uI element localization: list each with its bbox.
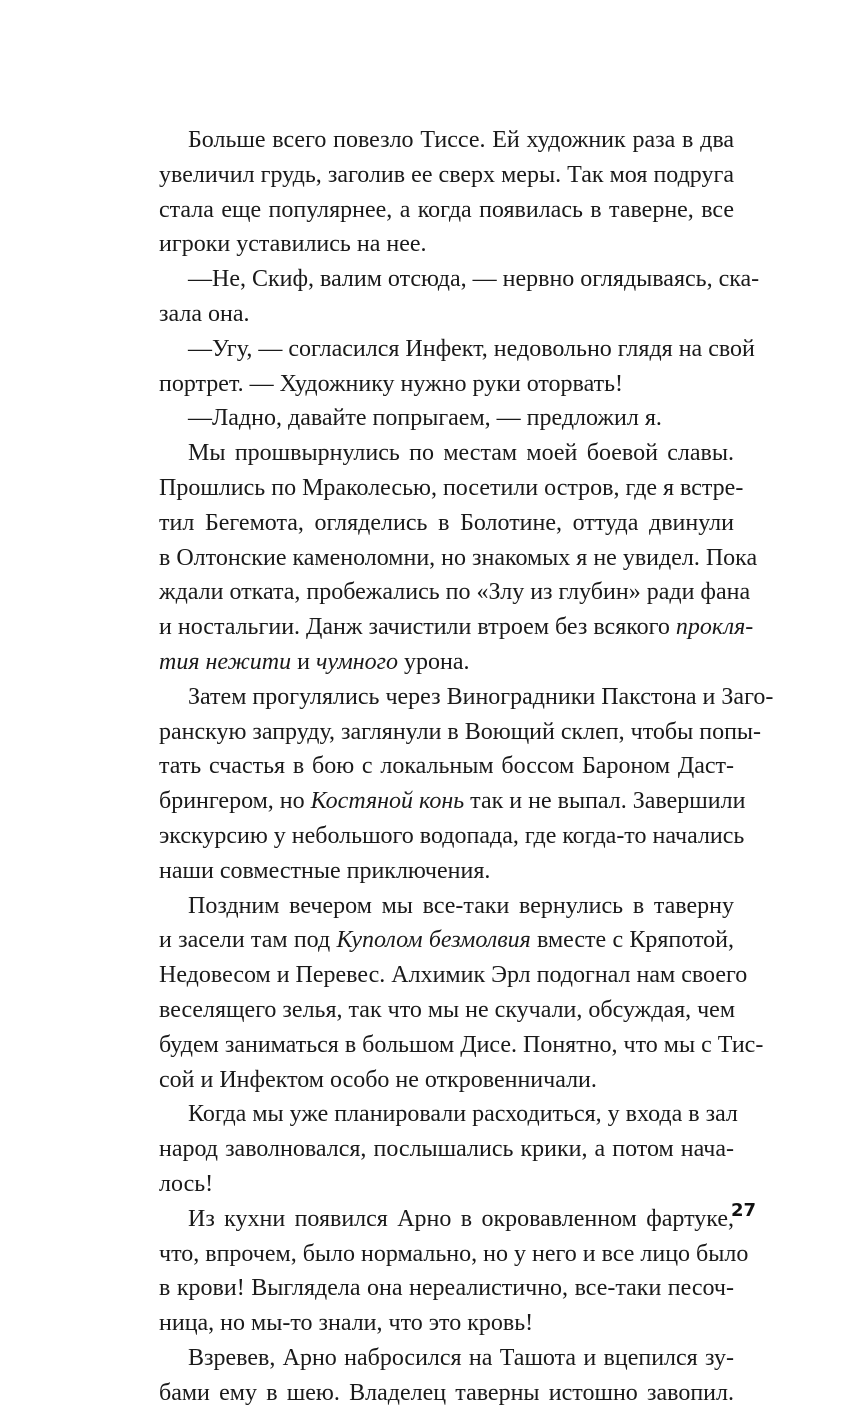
text-line xyxy=(159,1271,734,1306)
text-line xyxy=(159,123,734,158)
line-text: ница, но мы-то знали, что это кровь! xyxy=(159,1310,534,1337)
line-text: и засели там под xyxy=(159,927,337,954)
page-number: 27 xyxy=(730,1200,756,1221)
text-line xyxy=(159,1167,734,1202)
text-line xyxy=(159,784,746,819)
line-text: в крови! Выглядела она нереалистично, все-таки песоч- xyxy=(159,1275,734,1302)
italic-term: Костяной конь xyxy=(310,788,465,815)
line-text: бами ему в шею. Владелец таверны истошно завопил. xyxy=(159,1379,734,1406)
line-text: зала она. xyxy=(159,300,250,327)
line-text: игроки уставились на нее. xyxy=(159,231,427,258)
text-line xyxy=(159,262,760,297)
line-text: будем заниматься в большом Дисе. Понятно, что мы с Тис- xyxy=(159,1031,764,1058)
text-line xyxy=(159,1376,734,1410)
line-text: портрет. — Художнику нужно руки оторвать! xyxy=(159,370,624,397)
line-text: увеличил грудь, заголив ее сверх меры. Так моя подруга xyxy=(159,161,734,188)
text-line xyxy=(159,506,734,541)
text-line xyxy=(159,193,734,228)
text-line xyxy=(159,575,751,610)
line-text: и xyxy=(291,648,316,675)
text-line xyxy=(159,471,744,506)
text-line xyxy=(159,645,734,680)
text-line xyxy=(159,958,748,993)
line-text: и ностальгии. Данж зачистили втроем без всякого xyxy=(159,614,676,641)
line-text: Недовесом и Перевес. Алхимик Эрл подогнал нам своего xyxy=(159,962,748,989)
line-text: урона. xyxy=(398,648,470,675)
text-line xyxy=(159,680,774,715)
line-text: стала еще популярнее, а когда появилась в таверне, все xyxy=(159,196,734,223)
text-line xyxy=(159,715,762,750)
text-line xyxy=(159,923,734,958)
line-text: в Олтонские каменоломни, но знакомых я не увидел. Пока xyxy=(159,544,758,571)
line-text: Когда мы уже планировали расходиться, у входа в зал xyxy=(188,1101,738,1128)
text-line xyxy=(159,367,734,402)
line-text: Больше всего повезло Тиссе. Ей художник раза в два xyxy=(188,127,734,153)
line-text: сой и Инфектом особо не откровенничали. xyxy=(159,1066,597,1093)
line-text: тать счастья в бою с локальным боссом Бароном Даст- xyxy=(159,753,734,780)
text-line xyxy=(159,1306,734,1341)
text-line xyxy=(159,297,734,332)
text-line xyxy=(159,227,734,262)
text-line xyxy=(159,819,745,854)
line-text: ждали отката, пробежались по «Злу из глубин» ради фана xyxy=(159,579,751,606)
italic-term: тия нежити xyxy=(159,648,292,675)
line-text: —Ладно, давайте попрыгаем, — предложил я. xyxy=(188,405,662,432)
text-line xyxy=(159,749,734,784)
text-line xyxy=(159,332,755,367)
line-text: Мы прошвырнулись по местам моей боевой славы. xyxy=(188,440,734,467)
text-line xyxy=(159,889,734,924)
text-line xyxy=(159,1341,734,1376)
line-text: Прошлись по Мраколесью, посетили остров, где я встре- xyxy=(159,474,744,501)
text-line xyxy=(159,610,754,645)
line-text: экскурсию у небольшого водопада, где когда-то начались xyxy=(159,822,745,849)
line-text: лось! xyxy=(159,1170,214,1197)
text-line xyxy=(159,1028,764,1063)
line-text: вместе с Кряпотой, xyxy=(530,927,734,954)
text-line xyxy=(159,1237,749,1272)
line-text: —Не, Скиф, валим отсюда, — нервно оглядываясь, ска- xyxy=(188,266,760,293)
text-line xyxy=(159,436,734,471)
line-text: —Угу, — согласился Инфект, недовольно глядя на свой xyxy=(188,335,755,362)
line-text: Затем прогулялись через Виноградники Пакстона и Заго- xyxy=(188,683,774,710)
line-text: Из кухни появился Арно в окровавленном фартуке, xyxy=(188,1205,734,1232)
text-line xyxy=(159,541,758,576)
line-text: Поздним вечером мы все-таки вернулись в таверну xyxy=(188,892,734,919)
line-text: так и не выпал. Завершили xyxy=(464,788,746,815)
line-text: тил Бегемота, огляделись в Болотине, оттуда двинули xyxy=(159,509,734,536)
italic-term: Куполом безмолвия xyxy=(336,927,531,954)
line-text: веселящего зелья, так что мы не скучали, обсуждая, чем xyxy=(159,996,736,1023)
text-line xyxy=(159,1063,734,1098)
text-line xyxy=(159,1132,734,1167)
line-text: брингером, но xyxy=(159,788,311,815)
italic-term: чумного xyxy=(315,648,399,675)
text-line xyxy=(159,158,734,193)
text-line xyxy=(159,1202,734,1237)
text-line xyxy=(159,1097,738,1132)
line-text: Взревев, Арно набросился на Ташота и вцепился зу- xyxy=(188,1344,734,1371)
italic-term: прокля- xyxy=(675,614,754,641)
line-text: народ заволновался, послышались крики, а потом нача- xyxy=(159,1136,734,1163)
text-line xyxy=(159,854,734,889)
text-line xyxy=(159,993,734,1028)
line-text: ранскую запруду, заглянули в Воющий склеп, чтобы попы- xyxy=(159,718,762,745)
line-text: наши совместные приключения. xyxy=(159,857,491,884)
line-text: что, впрочем, было нормально, но у него и все лицо было xyxy=(159,1240,749,1267)
text-line xyxy=(159,401,734,436)
